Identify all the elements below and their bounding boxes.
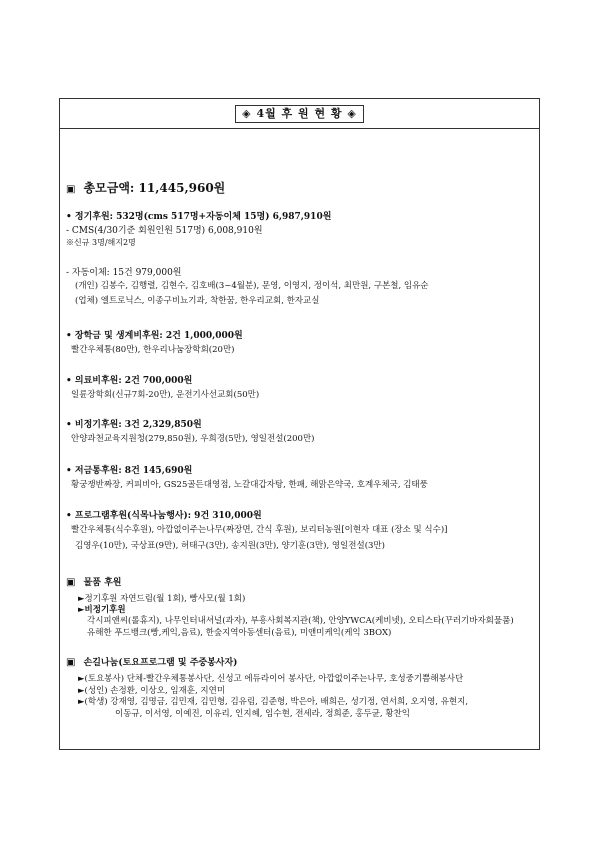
regular-note: ※신규 3명/해지2명 [66, 238, 136, 247]
auto-transfer-org: (업체) 엘트로닉스, 이종구비뇨기과, 착한꿈, 한우리교회, 한자교실 [75, 296, 320, 306]
square-marker-icon: ▣ [66, 657, 76, 668]
volunteer-row [66, 650, 237, 669]
report-frame [59, 98, 540, 750]
volunteer-heading: 손길나눔(토요프로그램 및 주중봉사자) [83, 658, 238, 668]
auto-transfer-heading: - 자동이체: 15건 979,000원 [66, 268, 182, 278]
irregular-detail: 안양과천교육지원청(279,850원), 우희경(5만), 영일전설(200만) [71, 434, 315, 444]
medical-detail: 일륜장학회(신규7회-20만), 운전기사선교회(50만) [71, 390, 260, 400]
medical-heading: • 의료비후원: 2건 700,000원 [66, 376, 193, 386]
page-title: ◈ 4월 후 원 현 황 ◈ [235, 105, 364, 123]
program-heading: • 프로그램후원(식목나눔행사): 9건 310,000원 [66, 511, 262, 521]
regular-cms: - CMS(4/30기준 회원인원 517명) 6,008,910원 [66, 226, 263, 236]
goods-regular: ►정기후원 자연드림(월 1회), 빵사모(월 1회) [78, 594, 246, 604]
program-detail-2: 김영우(10만), 국상표(9만), 허태구(3만), 송지원(3만), 양기훈(3만), 영일전설(3만) [75, 541, 385, 551]
total-row [66, 177, 225, 196]
piggy-detail: 황궁쟁반짜장, 커피비아, GS25골든대영점, 노갈대갑자탕, 한패, 해맑은약국, 호계우체국, 김태풍 [71, 480, 428, 490]
piggy-heading: • 저금통후원: 8건 145,690원 [66, 466, 193, 476]
volunteer-adult: ►(성인) 손정환, 이상오, 임재훈, 지연미 [78, 686, 226, 696]
total-amount: 총모금액: 11,445,960원 [83, 181, 226, 195]
program-detail-1: 빨간우체통(식수후원), 아깝없이주는나무(짜장면, 간식 후원), 보리터농원[이현자 대표 (장소 및 식수)] [71, 525, 448, 535]
square-marker-icon: ▣ [66, 577, 76, 588]
square-marker-icon: ▣ [66, 184, 76, 195]
regular-heading: • 정기후원: 532명(cms 517명+자동이체 15명) 6,987,910원 [66, 212, 332, 222]
volunteer-student-1: ►(학생) 강재영, 김명금, 김민재, 김민형, 김유림, 김준형, 박은아, 배희은, 성기정, 연서희, 오지영, 유현지, [78, 697, 469, 707]
scholarship-detail: 빨간우체통(80만), 한우리나눔장학회(20만) [71, 345, 235, 355]
goods-irregular-2: 유해한 푸드뱅크(빵,케익,음료), 한숲지역아동센터(음료), 미앤미케익(케익 3BOX) [87, 628, 392, 638]
volunteer-saturday: ►(토요봉사) 단체-빨간우체통봉사단, 신성고 에듀라이어 봉사단, 아깝없이주는나무, 호성중기쁨해봉사단 [78, 674, 464, 684]
volunteer-student-2: 이동규, 이서영, 이예진, 이유리, 인지혜, 임수현, 전세라, 정희준, 홍두균, 황찬익 [115, 709, 410, 719]
scholarship-heading: • 장학금 및 생계비후원: 2건 1,000,000원 [66, 331, 243, 341]
goods-irregular-1: 각시피앤씨(롤휴지), 나무인터내셔널(과자), 부흥사회복지관(책), 안양YWCA(케비넷), 오티스타(꾸러기바자회물품) [87, 616, 514, 626]
auto-transfer-individual: (개인) 김봉수, 김행렬, 김현수, 김호배(3~4월분), 문영, 이영지, 정이석, 최만원, 구본철, 임유순 [75, 281, 429, 291]
title-bar [60, 99, 539, 129]
goods-irregular-heading: ►비정기후원 [78, 605, 126, 615]
goods-heading: 물품 후원 [83, 578, 122, 588]
irregular-heading: • 비정기후원: 3건 2,329,850원 [66, 420, 202, 430]
goods-row [66, 570, 121, 589]
